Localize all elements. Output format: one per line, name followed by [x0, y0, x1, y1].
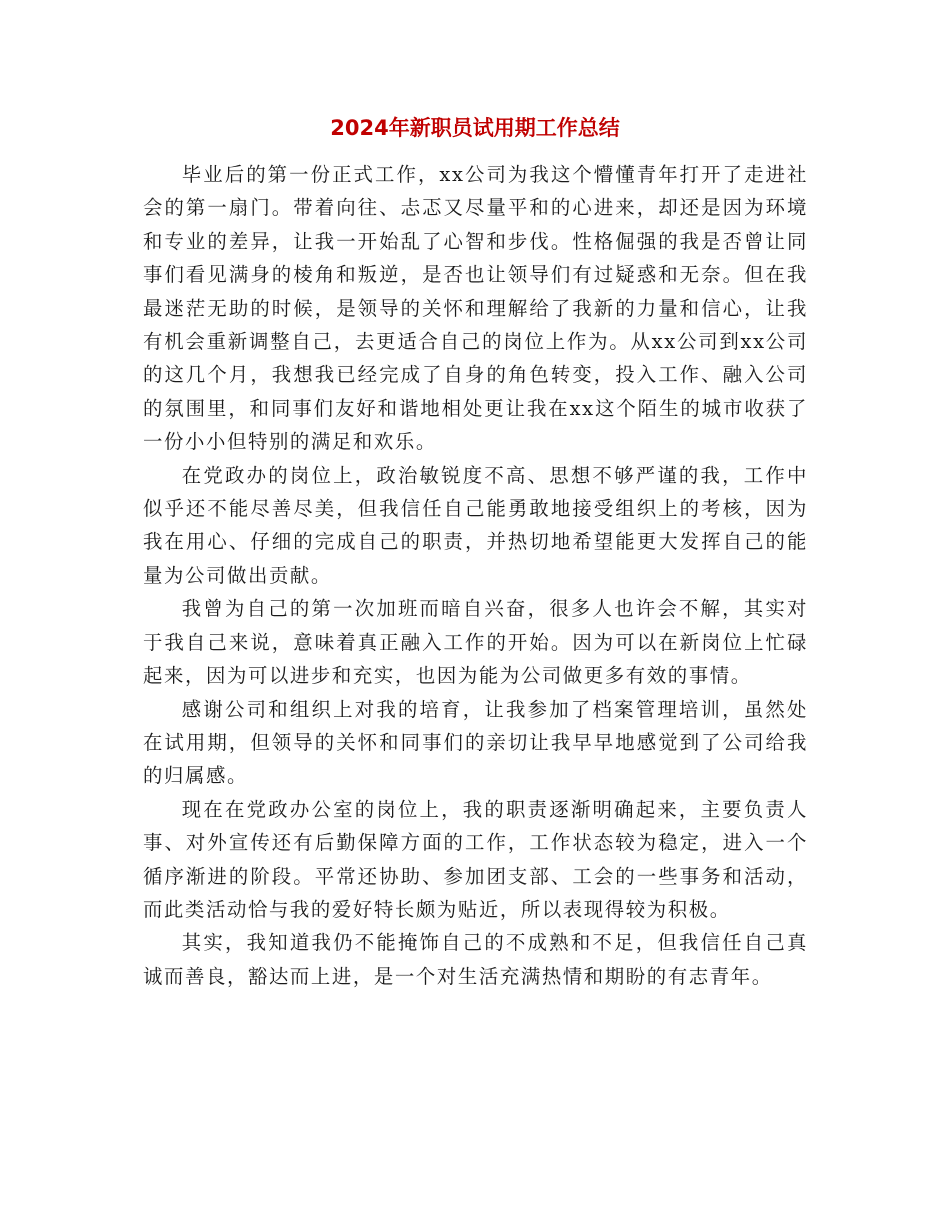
paragraph-1: 毕业后的第一份正式工作，xx公司为我这个懵懂青年打开了走进社会的第一扇门。带着向往、忐忑又尽量平和的心进来，却还是因为环境和专业的差异，让我一开始乱了心智和步伐。性格倔强的我是否曾让同事们看见满身的棱角和叛逆，是否也让领导们有过疑惑和无奈。但在我最迷茫无助的时候，是领导的关怀和理解给了我新的力量和信心，让我有机会重新调整自己，去更适合自己的岗位上作为。从xx公司到xx公司的这几个月，我想我已经完成了自身的角色转变，投入工作、融入公司的氛围里，和同事们友好和谐地相处更让我在xx这个陌生的城市收获了一份小小但特别的满足和欢乐。 [143, 163, 808, 454]
paragraph-4: 感谢公司和组织上对我的培育，让我参加了档案管理培训，虽然处在试用期，但领导的关怀和同事们的亲切让我早早地感觉到了公司给我的归属感。 [143, 697, 808, 788]
document-title: 2024年新职员试用期工作总结 [330, 116, 620, 140]
paragraph-5: 现在在党政办公室的岗位上，我的职责逐渐明确起来，主要负责人事、对外宣传还有后勤保障方面的工作，工作状态较为稳定，进入一个循序渐进的阶段。平常还协助、参加团支部、工会的一些事务和活动，而此类活动恰与我的爱好特长颇为贴近，所以表现得较为积极。 [143, 797, 808, 921]
paragraph-3: 我曾为自己的第一次加班而暗自兴奋，很多人也许会不解，其实对于我自己来说，意味着真正融入工作的开始。因为可以在新岗位上忙碌起来，因为可以进步和充实，也因为能为公司做更多有效的事情。 [143, 597, 808, 688]
document-body [143, 158, 808, 993]
paragraph-2: 在党政办的岗位上，政治敏锐度不高、思想不够严谨的我，工作中似乎还不能尽善尽美，但我信任自己能勇敢地接受组织上的考核，因为我在用心、仔细的完成自己的职责，并热切地希望能更大发挥自己的能量为公司做出贡献。 [143, 463, 808, 587]
paragraph-6: 其实，我知道我仍不能掩饰自己的不成熟和不足，但我信任自己真诚而善良，豁达而上进，是一个对生活充满热情和期盼的有志青年。 [143, 931, 808, 988]
